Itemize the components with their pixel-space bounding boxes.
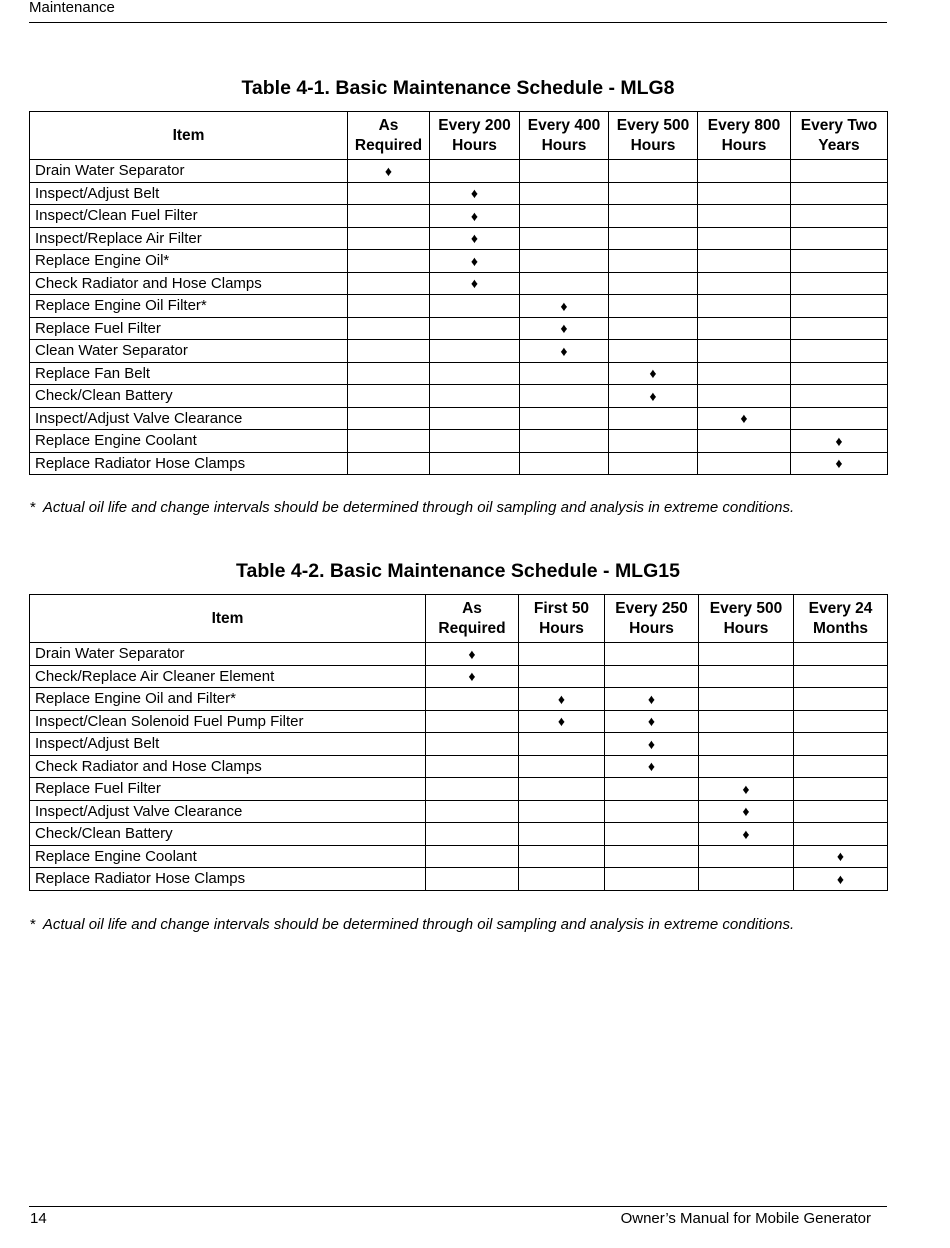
table-row (30, 430, 888, 453)
column-header-line: Months (812, 619, 869, 637)
diamond-icon: ♦ (470, 185, 479, 202)
empty-cell (699, 845, 794, 868)
empty-cell (430, 407, 520, 430)
item-cell: Check Radiator and Hose Clamps (30, 755, 426, 778)
empty-cell (698, 182, 791, 205)
table-row (30, 227, 888, 250)
empty-cell (605, 643, 699, 666)
empty-cell (794, 665, 888, 688)
diamond-icon: ♦ (742, 803, 750, 820)
item-cell: Check/Clean Battery (30, 385, 348, 408)
table-row (30, 452, 888, 475)
empty-cell (520, 430, 609, 453)
empty-cell (348, 362, 430, 385)
table-row (30, 823, 888, 846)
diamond-icon: ♦ (742, 825, 750, 842)
column-header-line: Item (211, 609, 244, 627)
section-header: Maintenance (29, 0, 115, 16)
column-header-line: Hours (541, 136, 587, 154)
empty-cell (609, 317, 698, 340)
schedule-mark-cell (430, 182, 520, 205)
schedule-mark-cell (430, 205, 520, 228)
empty-cell (699, 733, 794, 756)
table-row (30, 362, 888, 385)
empty-cell (699, 643, 794, 666)
column-header (519, 595, 605, 643)
column-header-line: Item (172, 126, 205, 144)
schedule-mark-cell (699, 800, 794, 823)
empty-cell (698, 362, 791, 385)
empty-cell (698, 317, 791, 340)
empty-cell (609, 340, 698, 363)
column-header-line: Years (818, 136, 860, 154)
empty-cell (794, 755, 888, 778)
item-cell: Drain Water Separator (30, 160, 348, 183)
empty-cell (609, 430, 698, 453)
empty-cell (519, 778, 605, 801)
empty-cell (609, 160, 698, 183)
empty-cell (605, 868, 699, 891)
empty-cell (791, 362, 888, 385)
table-row (30, 845, 888, 868)
schedule-mark-cell (699, 823, 794, 846)
empty-cell (609, 250, 698, 273)
diamond-icon: ♦ (557, 690, 566, 707)
table-row (30, 800, 888, 823)
item-cell: Inspect/Adjust Valve Clearance (30, 800, 426, 823)
diamond-icon: ♦ (836, 848, 845, 865)
item-cell: Replace Engine Coolant (30, 430, 348, 453)
empty-cell (520, 250, 609, 273)
empty-cell (699, 665, 794, 688)
empty-cell (698, 160, 791, 183)
empty-cell (698, 385, 791, 408)
diamond-icon: ♦ (560, 342, 568, 359)
empty-cell (794, 778, 888, 801)
schedule-mark-cell (430, 272, 520, 295)
empty-cell (520, 205, 609, 228)
empty-cell (605, 845, 699, 868)
table-row (30, 160, 888, 183)
column-header (520, 112, 609, 160)
item-cell: Replace Engine Coolant (30, 845, 426, 868)
empty-cell (348, 272, 430, 295)
column-header-line: Required (438, 619, 506, 637)
schedule-mark-cell (699, 778, 794, 801)
table-4-1-title: Table 4-1. Basic Maintenance Schedule - MLG8 (241, 77, 675, 99)
diamond-icon: ♦ (647, 758, 656, 775)
empty-cell (698, 452, 791, 475)
diamond-icon: ♦ (468, 668, 476, 685)
manual-title: Owner’s Manual for Mobile Generator (620, 1210, 871, 1227)
diamond-icon: ♦ (835, 432, 843, 449)
column-header-line: Hours (539, 619, 584, 637)
empty-cell (519, 868, 605, 891)
empty-cell (520, 182, 609, 205)
empty-cell (794, 800, 888, 823)
empty-cell (609, 452, 698, 475)
item-cell: Replace Fuel Filter (30, 317, 348, 340)
empty-cell (791, 160, 888, 183)
item-cell: Inspect/Adjust Belt (30, 182, 348, 205)
empty-cell (430, 340, 520, 363)
empty-cell (699, 710, 794, 733)
empty-cell (791, 182, 888, 205)
empty-cell (791, 227, 888, 250)
table-row (30, 295, 888, 318)
footnote-text: Actual oil life and change intervals should be determined through oil sampling and analysis in extreme conditions. (42, 499, 795, 516)
empty-cell (426, 733, 519, 756)
item-cell: Clean Water Separator (30, 340, 348, 363)
schedule-mark-cell (426, 665, 519, 688)
empty-cell (791, 385, 888, 408)
diamond-icon: ♦ (742, 780, 750, 797)
schedule-mark-cell (794, 845, 888, 868)
empty-cell (699, 868, 794, 891)
column-header (605, 595, 699, 643)
empty-cell (699, 755, 794, 778)
empty-cell (519, 665, 605, 688)
schedule-mark-cell (605, 733, 699, 756)
empty-cell (791, 407, 888, 430)
schedule-mark-cell (520, 317, 609, 340)
empty-cell (348, 205, 430, 228)
empty-cell (519, 845, 605, 868)
empty-cell (791, 340, 888, 363)
column-header-line: Every 400 (527, 116, 601, 134)
empty-cell (519, 800, 605, 823)
item-cell: Replace Engine Oil* (30, 250, 348, 273)
column-header (348, 112, 430, 160)
table-row (30, 407, 888, 430)
diamond-icon: ♦ (470, 230, 479, 247)
table-row (30, 182, 888, 205)
item-cell: Replace Radiator Hose Clamps (30, 452, 348, 475)
diamond-icon: ♦ (470, 252, 479, 269)
schedule-mark-cell (519, 710, 605, 733)
empty-cell (609, 182, 698, 205)
maintenance-table-mlg8 (29, 111, 888, 475)
item-cell: Inspect/Clean Fuel Filter (30, 205, 348, 228)
empty-cell (791, 317, 888, 340)
schedule-mark-cell (430, 227, 520, 250)
table-header-row (30, 595, 888, 643)
column-header (426, 595, 519, 643)
item-cell: Check/Replace Air Cleaner Element (30, 665, 426, 688)
footer-rule (29, 1206, 887, 1207)
empty-cell (426, 868, 519, 891)
empty-cell (698, 295, 791, 318)
empty-cell (426, 688, 519, 711)
empty-cell (348, 317, 430, 340)
empty-cell (609, 205, 698, 228)
column-header-line: Every Two (800, 116, 878, 134)
column-header-line: Every 250 (615, 599, 688, 617)
empty-cell (519, 755, 605, 778)
item-cell: Inspect/Clean Solenoid Fuel Pump Filter (30, 710, 426, 733)
empty-cell (430, 452, 520, 475)
item-cell: Replace Fuel Filter (30, 778, 426, 801)
schedule-mark-cell (605, 710, 699, 733)
table-row (30, 710, 888, 733)
empty-cell (519, 823, 605, 846)
schedule-mark-cell (791, 430, 888, 453)
diamond-icon: ♦ (647, 735, 656, 752)
table-row (30, 250, 888, 273)
empty-cell (430, 317, 520, 340)
column-header-line: Hours (721, 136, 767, 154)
empty-cell (791, 272, 888, 295)
empty-cell (519, 643, 605, 666)
empty-cell (698, 430, 791, 453)
item-cell: Drain Water Separator (30, 643, 426, 666)
empty-cell (430, 160, 520, 183)
diamond-icon: ♦ (560, 320, 568, 337)
item-cell: Replace Radiator Hose Clamps (30, 868, 426, 891)
diamond-icon: ♦ (740, 410, 748, 427)
table-row (30, 205, 888, 228)
empty-cell (520, 272, 609, 295)
schedule-mark-cell (605, 688, 699, 711)
empty-cell (698, 250, 791, 273)
column-header-line: Every 500 (616, 116, 690, 134)
column-header-line: As (462, 599, 482, 617)
diamond-icon: ♦ (557, 713, 566, 730)
diamond-icon: ♦ (649, 365, 657, 382)
item-cell: Replace Fan Belt (30, 362, 348, 385)
column-header-item (30, 112, 348, 160)
table-4-1-footnote (30, 499, 794, 516)
empty-cell (520, 385, 609, 408)
empty-cell (426, 800, 519, 823)
diamond-icon: ♦ (470, 275, 479, 292)
empty-cell (430, 430, 520, 453)
table-row (30, 385, 888, 408)
schedule-mark-cell (791, 452, 888, 475)
column-header-line: Every 200 (438, 116, 511, 134)
table-4-2-footnote (30, 916, 794, 933)
column-header-line: As (378, 116, 399, 134)
schedule-mark-cell (520, 295, 609, 318)
maintenance-table-mlg15 (29, 594, 888, 891)
empty-cell (698, 272, 791, 295)
schedule-mark-cell (520, 340, 609, 363)
empty-cell (520, 452, 609, 475)
empty-cell (520, 227, 609, 250)
column-header (430, 112, 520, 160)
table-4-2-title: Table 4-2. Basic Maintenance Schedule - MLG15 (236, 560, 680, 582)
empty-cell (698, 340, 791, 363)
empty-cell (609, 295, 698, 318)
empty-cell (430, 385, 520, 408)
item-cell: Check Radiator and Hose Clamps (30, 272, 348, 295)
table-row (30, 868, 888, 891)
empty-cell (348, 227, 430, 250)
empty-cell (605, 778, 699, 801)
column-header-line: Every 800 (707, 116, 781, 134)
empty-cell (791, 205, 888, 228)
empty-cell (348, 250, 430, 273)
diamond-icon: ♦ (384, 162, 393, 179)
empty-cell (426, 778, 519, 801)
empty-cell (426, 823, 519, 846)
schedule-mark-cell (426, 643, 519, 666)
diamond-icon: ♦ (835, 455, 843, 472)
empty-cell (794, 823, 888, 846)
page-number: 14 (30, 1210, 47, 1227)
column-header (609, 112, 698, 160)
schedule-mark-cell (605, 755, 699, 778)
table-row (30, 643, 888, 666)
column-header-line: Hours (630, 136, 676, 154)
empty-cell (609, 272, 698, 295)
empty-cell (430, 295, 520, 318)
item-cell: Replace Engine Oil and Filter* (30, 688, 426, 711)
column-header-line: Required (354, 136, 423, 154)
schedule-mark-cell (794, 868, 888, 891)
empty-cell (426, 845, 519, 868)
empty-cell (348, 340, 430, 363)
empty-cell (348, 295, 430, 318)
table-row (30, 755, 888, 778)
diamond-icon: ♦ (560, 297, 568, 314)
schedule-mark-cell (430, 250, 520, 273)
empty-cell (699, 688, 794, 711)
footnote-marker: * (30, 916, 36, 933)
header-rule (29, 22, 887, 23)
column-header-line: Hours (452, 136, 497, 154)
diamond-icon: ♦ (649, 387, 657, 404)
empty-cell (520, 160, 609, 183)
empty-cell (794, 710, 888, 733)
empty-cell (426, 710, 519, 733)
diamond-icon: ♦ (647, 713, 656, 730)
empty-cell (348, 452, 430, 475)
empty-cell (520, 407, 609, 430)
table-row (30, 665, 888, 688)
table-row (30, 733, 888, 756)
column-header-line: Every 24 (808, 599, 873, 617)
item-cell: Inspect/Adjust Belt (30, 733, 426, 756)
diamond-icon: ♦ (836, 870, 845, 887)
diamond-icon: ♦ (470, 207, 479, 224)
empty-cell (605, 823, 699, 846)
empty-cell (698, 205, 791, 228)
column-header-line: Every 500 (709, 599, 783, 617)
empty-cell (698, 227, 791, 250)
empty-cell (609, 227, 698, 250)
schedule-mark-cell (519, 688, 605, 711)
column-header-item (30, 595, 426, 643)
empty-cell (609, 407, 698, 430)
item-cell: Inspect/Replace Air Filter (30, 227, 348, 250)
column-header (794, 595, 888, 643)
schedule-mark-cell (348, 160, 430, 183)
item-cell: Replace Engine Oil Filter* (30, 295, 348, 318)
table-row (30, 317, 888, 340)
empty-cell (348, 182, 430, 205)
table-header-row (30, 112, 888, 160)
schedule-mark-cell (609, 362, 698, 385)
empty-cell (348, 430, 430, 453)
empty-cell (794, 733, 888, 756)
table-row (30, 778, 888, 801)
empty-cell (605, 665, 699, 688)
column-header (699, 595, 794, 643)
empty-cell (794, 688, 888, 711)
empty-cell (519, 733, 605, 756)
footnote-text: Actual oil life and change intervals should be determined through oil sampling and analysis in extreme conditions. (42, 916, 795, 933)
empty-cell (605, 800, 699, 823)
column-header (698, 112, 791, 160)
table-row (30, 272, 888, 295)
empty-cell (426, 755, 519, 778)
table-row (30, 340, 888, 363)
empty-cell (348, 407, 430, 430)
schedule-mark-cell (698, 407, 791, 430)
column-header (791, 112, 888, 160)
empty-cell (348, 385, 430, 408)
empty-cell (430, 362, 520, 385)
footnote-marker: * (30, 499, 36, 516)
diamond-icon: ♦ (647, 690, 656, 707)
column-header-line: Hours (629, 619, 674, 637)
item-cell: Check/Clean Battery (30, 823, 426, 846)
empty-cell (794, 643, 888, 666)
column-header-line: Hours (723, 619, 769, 637)
table-row (30, 688, 888, 711)
diamond-icon: ♦ (468, 645, 476, 662)
column-header-line: First 50 (533, 599, 590, 617)
item-cell: Inspect/Adjust Valve Clearance (30, 407, 348, 430)
empty-cell (791, 250, 888, 273)
schedule-mark-cell (609, 385, 698, 408)
empty-cell (520, 362, 609, 385)
empty-cell (791, 295, 888, 318)
